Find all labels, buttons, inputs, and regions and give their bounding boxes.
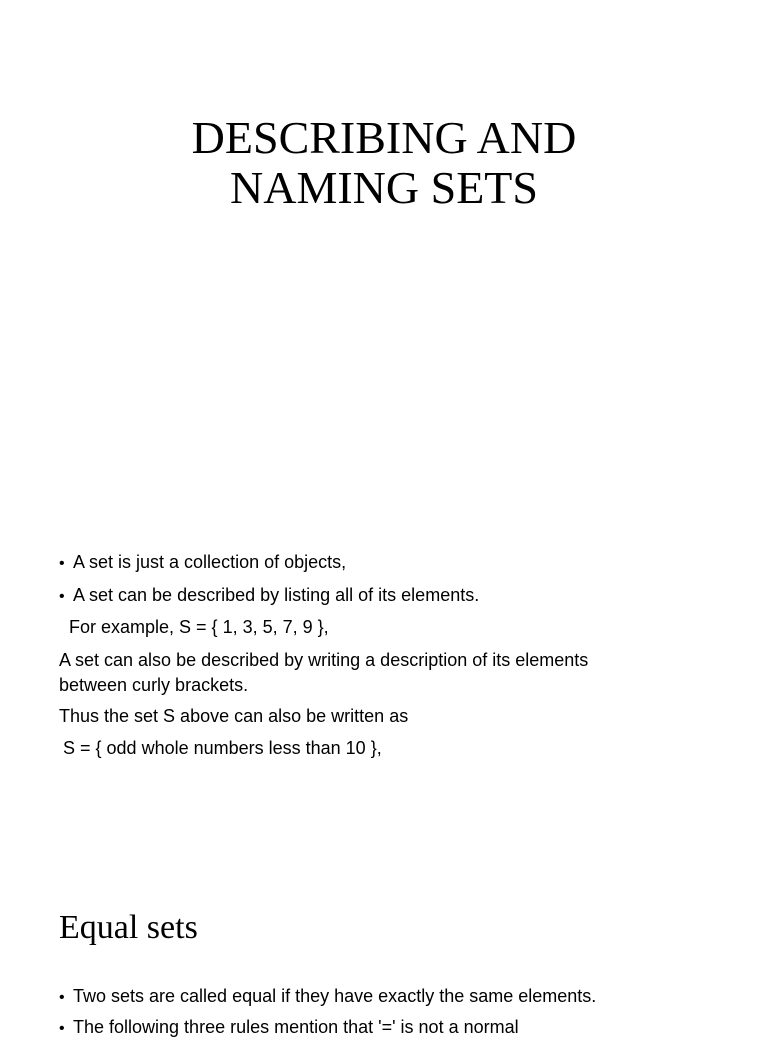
- slide-title-line-1: DESCRIBING AND: [191, 112, 577, 163]
- bullet-icon: •: [59, 1020, 65, 1037]
- slide-title: [0, 113, 768, 213]
- example-line: S = { odd whole numbers less than 10 },: [63, 738, 382, 758]
- slide-title-line-2: NAMING SETS: [230, 162, 538, 213]
- bullet-icon: •: [59, 989, 65, 1006]
- section-heading: Equal sets: [59, 909, 198, 946]
- bullet-icon: •: [59, 588, 65, 605]
- bullet-item: [59, 1015, 719, 1041]
- bullet-text: A set can be described by listing all of its elements.: [73, 585, 480, 605]
- bullet-item: [59, 583, 719, 609]
- paragraph-line: Thus the set S above can also be written as: [59, 706, 409, 726]
- bullet-item: [59, 984, 719, 1010]
- bullet-text: Two sets are called equal if they have exactly the same elements.: [73, 986, 597, 1006]
- bullet-icon: •: [59, 555, 65, 572]
- paragraph-line: between curly brackets.: [59, 675, 249, 695]
- paragraph-line: A set can also be described by writing a description of its elements: [59, 650, 589, 670]
- bullet-text: The following three rules mention that '=' is not a normal: [73, 1017, 519, 1037]
- example-line: For example, S = { 1, 3, 5, 7, 9 },: [69, 617, 329, 637]
- bullet-item: [59, 550, 719, 576]
- bullet-text: A set is just a collection of objects,: [73, 552, 347, 572]
